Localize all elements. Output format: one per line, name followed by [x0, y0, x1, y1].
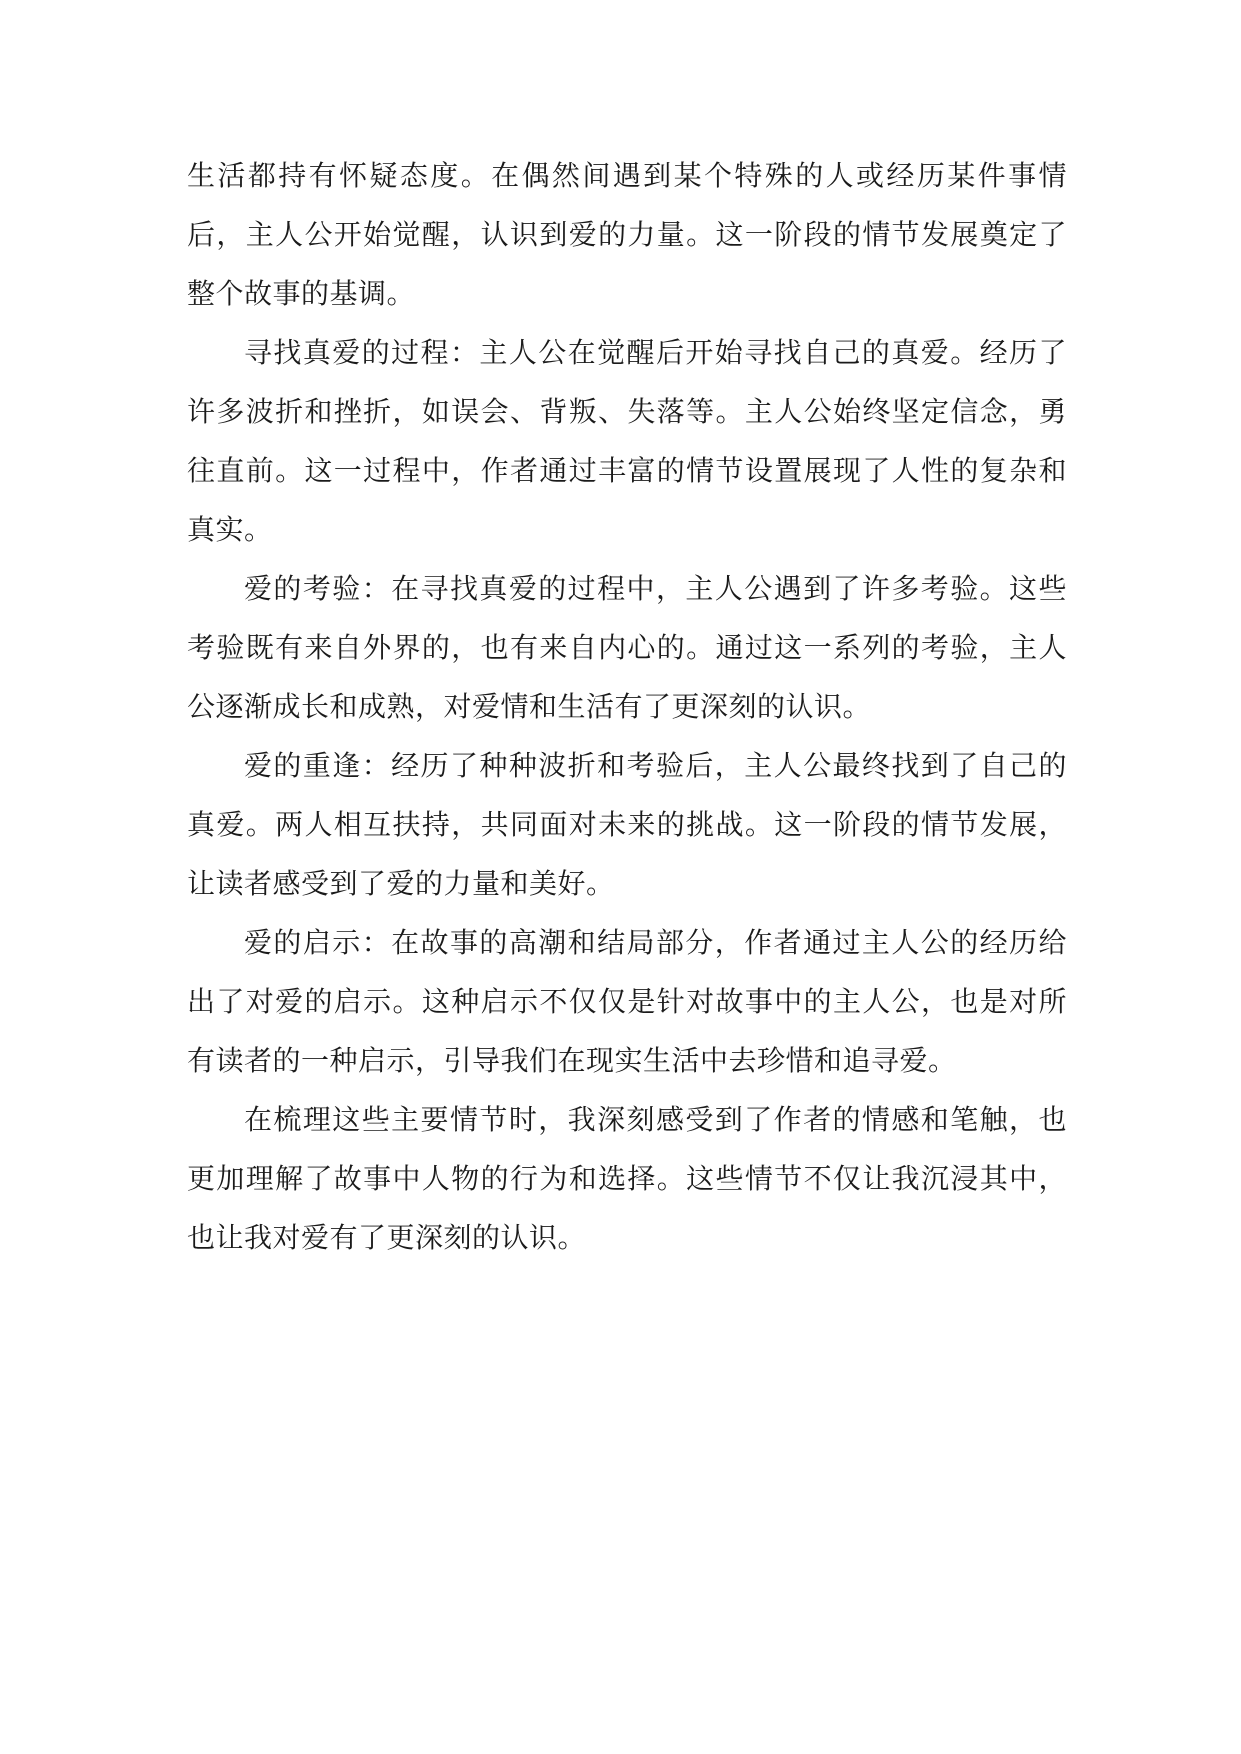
paragraph-reflection: 在梳理这些主要情节时，我深刻感受到了作者的情感和笔触，也更加理解了故事中人物的行为和选择。这些情节不仅让我沉浸其中，也让我对爱有了更深刻的认识。: [187, 1103, 1067, 1254]
paragraph-trial-of-love: 爱的考验：在寻找真爱的过程中，主人公遇到了许多考验。这些考验既有来自外界的，也有来自内心的。通过这一系列的考验，主人公逐渐成长和成熟，对爱情和生活有了更深刻的认识。: [187, 572, 1067, 723]
paragraph-continued: 生活都持有怀疑态度。在偶然间遇到某个特殊的人或经历某件事情后，主人公开始觉醒，认识到爱的力量。这一阶段的情节发展奠定了整个故事的基调。: [187, 159, 1067, 310]
paragraph-revelation-of-love: 爱的启示：在故事的高潮和结局部分，作者通过主人公的经历给出了对爱的启示。这种启示不仅仅是针对故事中的主人公，也是对所有读者的一种启示，引导我们在现实生活中去珍惜和追寻爱。: [187, 926, 1067, 1077]
paragraph-reunion-of-love: 爱的重逢：经历了种种波折和考验后，主人公最终找到了自己的真爱。两人相互扶持，共同面对未来的挑战。这一阶段的情节发展，让读者感受到了爱的力量和美好。: [187, 749, 1067, 900]
document-body: [187, 146, 1067, 1267]
paragraph-search-for-love: 寻找真爱的过程：主人公在觉醒后开始寻找自己的真爱。经历了许多波折和挫折，如误会、背叛、失落等。主人公始终坚定信念，勇往直前。这一过程中，作者通过丰富的情节设置展现了人性的复杂和真实。: [187, 336, 1067, 546]
